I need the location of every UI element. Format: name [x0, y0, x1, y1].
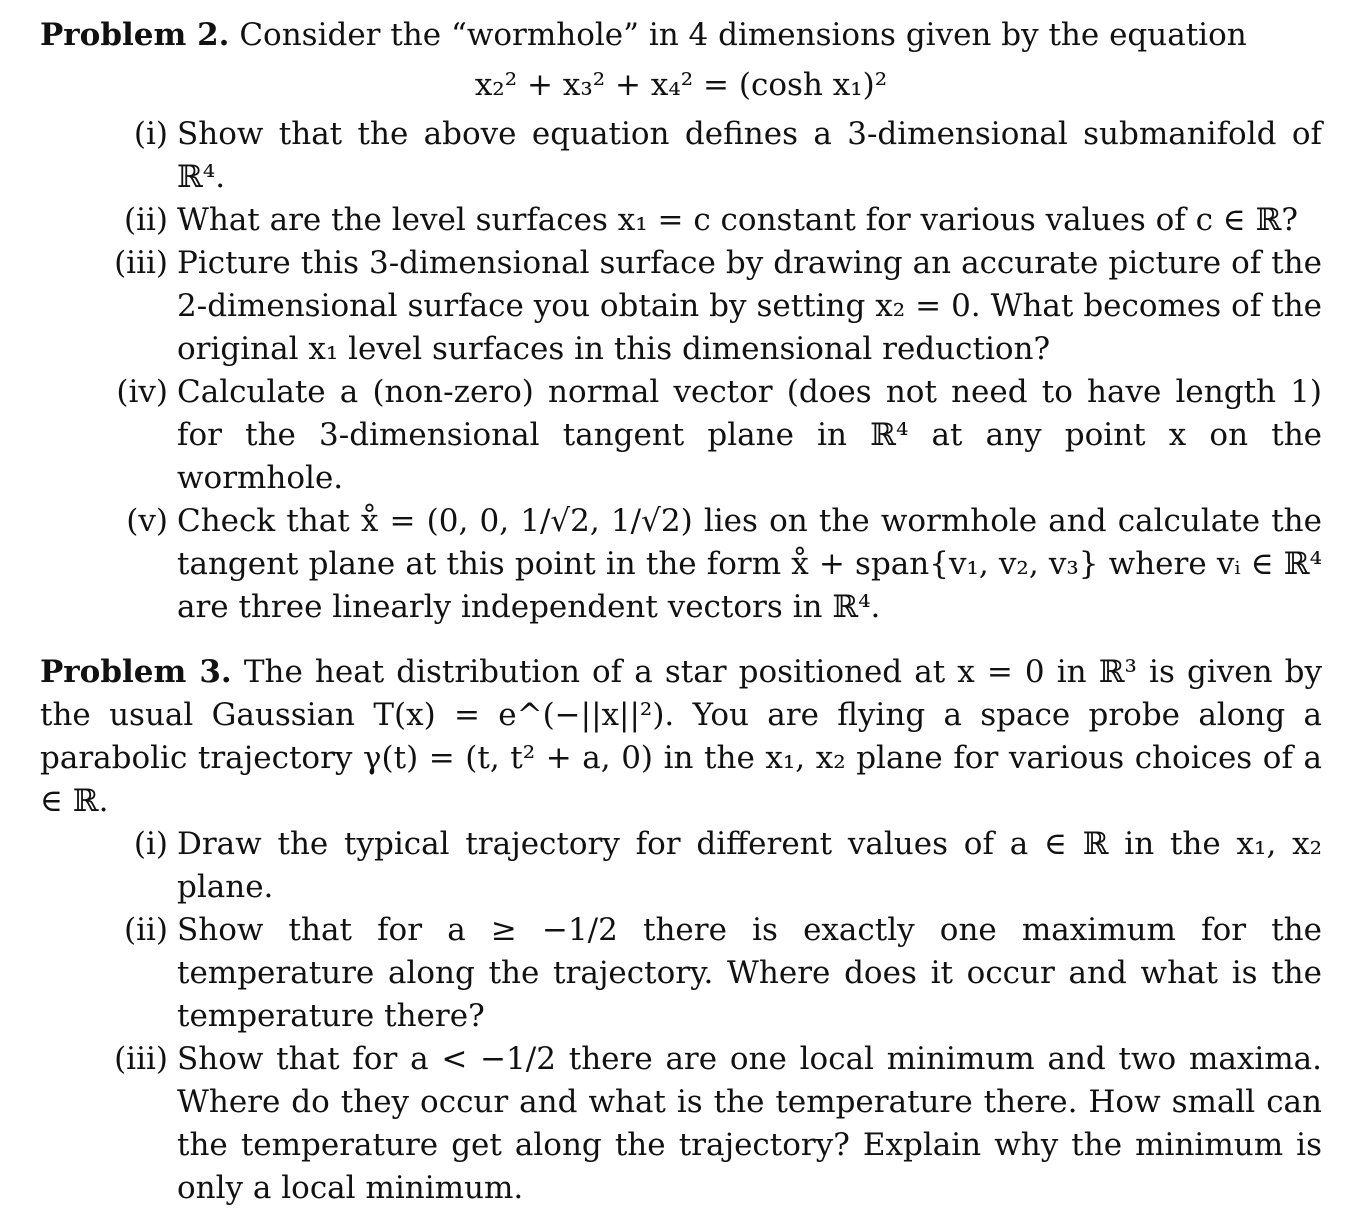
- problem-2-title: Problem 2.: [40, 17, 230, 53]
- item-label: (iii): [114, 245, 168, 281]
- problem-3-intro: [40, 651, 1322, 823]
- problem-3-item-ii: [40, 909, 1322, 1038]
- item-label: (iv): [116, 374, 168, 410]
- problem-2-items: [40, 113, 1322, 629]
- problem-3-item-i: [40, 823, 1322, 909]
- problem-2-item-v: [40, 500, 1322, 629]
- item-text: Check that x̊ = (0, 0, 1/√2, 1/√2) lies on the wormhole and calculate the tangent plane at this point in the form x̊ + span{v₁, v₂, v₃} where vᵢ ∈ ℝ⁴ are three linearly independent vectors in ℝ⁴.: [177, 503, 1322, 625]
- item-text: Show that for a ≥ −1/2 there is exactly one maximum for the temperature along the trajectory. Where does it occur and what is the temperature there?: [177, 912, 1322, 1034]
- item-label: (ii): [123, 202, 168, 238]
- problem-2-intro-text: Consider the “wormhole” in 4 dimensions given by the equation: [239, 17, 1247, 53]
- wormhole-equation: x₂² + x₃² + x₄² = (cosh x₁)²: [474, 67, 888, 103]
- problem-2-item-i: [40, 113, 1322, 199]
- section-spacer: [40, 629, 1322, 651]
- problem-2-item-iv: [40, 371, 1322, 500]
- problem-2-item-ii: [40, 199, 1322, 242]
- item-text: Show that the above equation defines a 3-dimensional submanifold of ℝ⁴.: [177, 116, 1322, 195]
- problem-3-intro-text: The heat distribution of a star positioned at x = 0 in ℝ³ is given by the usual Gaussian T(x) = e^(−||x||²). You are flying a space probe along a parabolic trajectory γ(t) = (t, t² + a, 0) in the x₁, x₂ plane for various choices of a ∈ ℝ.: [40, 654, 1323, 819]
- problem-3-items: [40, 823, 1322, 1210]
- item-text: Show that for a < −1/2 there are one local minimum and two maxima. Where do they occur and what is the temperature there. How small can the temperature get along the trajectory? Explain why the minimum is only a local minimum.: [177, 1041, 1322, 1206]
- item-label: (iii): [114, 1041, 168, 1077]
- item-text: What are the level surfaces x₁ = c constant for various values of c ∈ ℝ?: [177, 202, 1298, 238]
- item-label: (i): [133, 116, 168, 152]
- item-label: (v): [126, 503, 168, 539]
- problem-2-intro: [40, 14, 1322, 57]
- item-text: Calculate a (non-zero) normal vector (does not need to have length 1) for the 3-dimensional tangent plane in ℝ⁴ at any point x on the wormhole.: [177, 374, 1322, 496]
- document-page: [40, 14, 1322, 1210]
- problem-2-item-iii: [40, 242, 1322, 371]
- problem-3-title: Problem 3.: [40, 654, 232, 690]
- problem-3-item-iii: [40, 1038, 1322, 1210]
- item-text: Draw the typical trajectory for different values of a ∈ ℝ in the x₁, x₂ plane.: [177, 826, 1322, 905]
- item-label: (ii): [123, 912, 168, 948]
- item-text: Picture this 3-dimensional surface by drawing an accurate picture of the 2-dimensional surface you obtain by setting x₂ = 0. What becomes of the original x₁ level surfaces in this dimensional reduction?: [177, 245, 1322, 367]
- item-label: (i): [133, 826, 168, 862]
